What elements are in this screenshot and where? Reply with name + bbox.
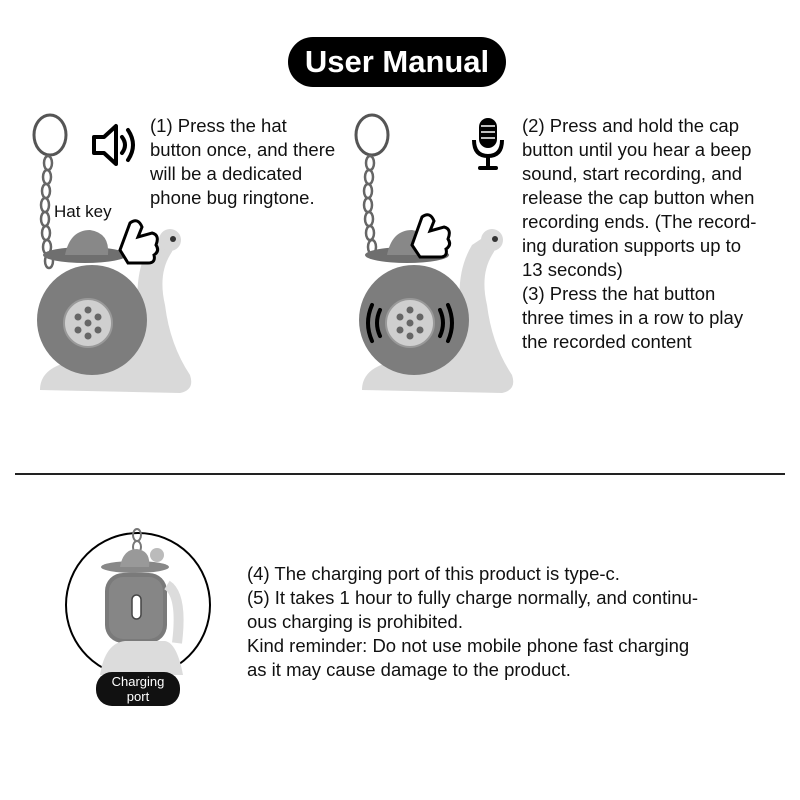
microphone-icon <box>470 116 506 172</box>
keyring <box>356 115 388 155</box>
step-1-text: (1) Press the hat button once, and there will be a dedicated phone bug ringtone. <box>150 115 336 208</box>
snail-eye <box>481 229 503 251</box>
page-title: User Manual <box>288 37 506 87</box>
charging-port-label-line-2: port <box>126 689 150 704</box>
step-3-text: (3) Press the hat button three times in a row to play the recorded content <box>522 283 744 352</box>
snail-eye <box>159 229 181 251</box>
chain <box>364 156 376 254</box>
charging-port-label-line-1: Charging <box>111 674 165 689</box>
speaker-icon <box>90 122 142 168</box>
charging-port-illustration <box>65 525 215 690</box>
hat-key-label: Hat key <box>54 202 112 221</box>
step-5-text: (5) It takes 1 hour to fully charge normally, and continu- ous charging is prohibited. <box>247 587 699 632</box>
snail-hat-top <box>65 230 108 255</box>
keyring <box>34 115 66 155</box>
pointing-hand-icon <box>412 215 450 257</box>
kind-reminder-text: Kind reminder: Do not use mobile phone fast charging as it may cause damage to the product. <box>247 635 690 680</box>
charging-port-label <box>96 672 180 706</box>
type-c-port <box>132 595 141 619</box>
section-divider <box>15 473 785 475</box>
pointing-hand-icon <box>120 221 158 263</box>
step-2-text: (2) Press and hold the cap button until you hear a beep sound, start recording, and release the cap button when recording ends. (The record- ing duration supports up to 13 seconds) <box>522 115 757 280</box>
step-4-text: (4) The charging port of this product is type-c. <box>247 563 620 584</box>
